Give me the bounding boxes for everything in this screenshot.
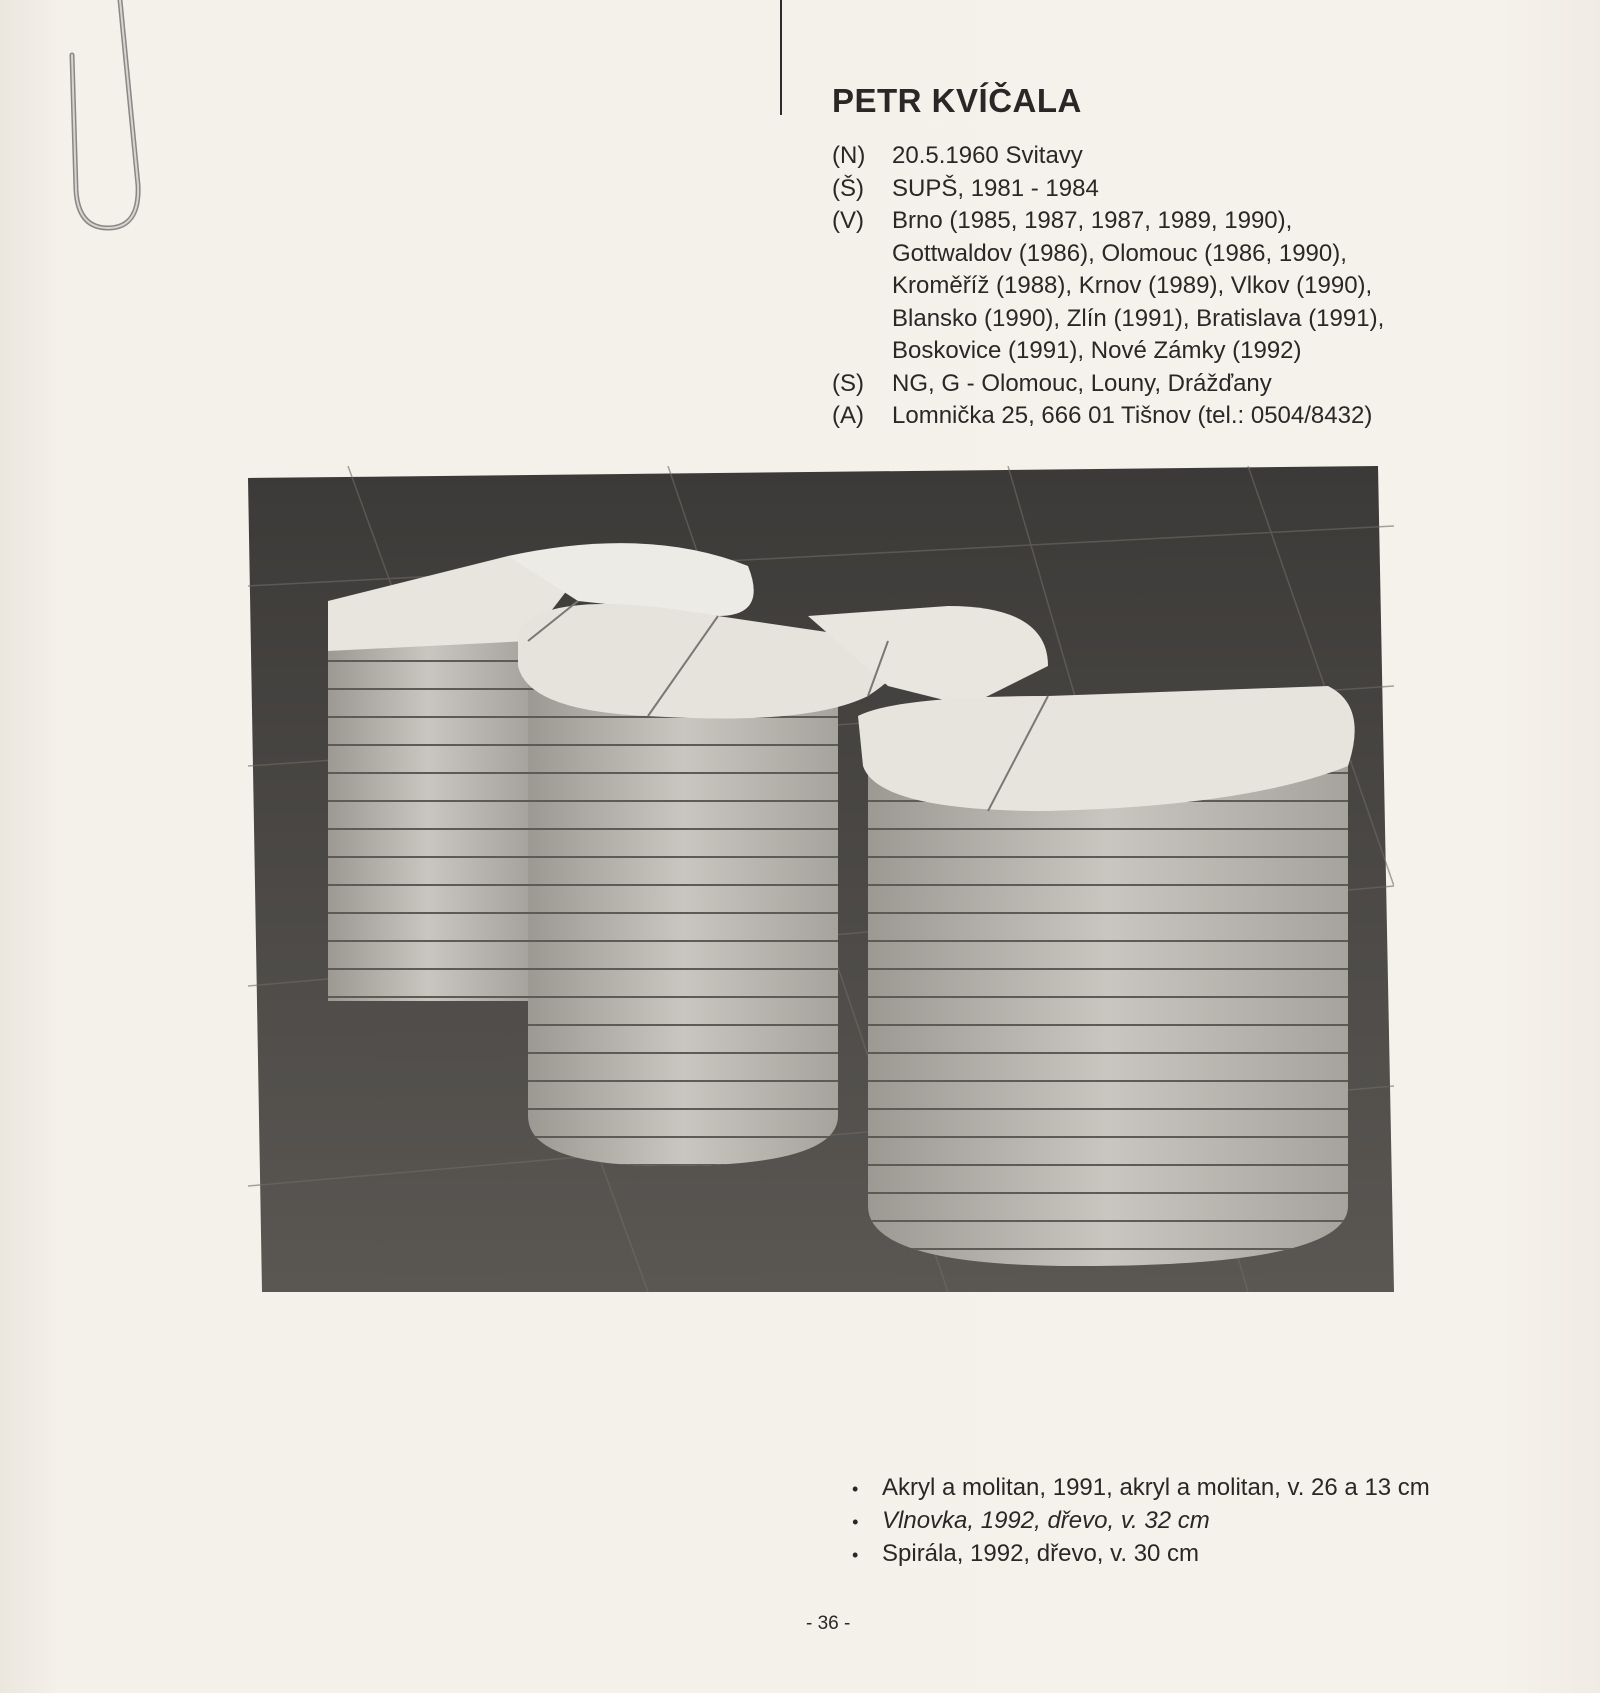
bio-line: Blansko (1990), Zlín (1991), Bratislava (1991), xyxy=(892,304,1385,332)
work-item xyxy=(852,1538,1430,1571)
bio-row-birth xyxy=(832,140,1532,173)
bio-row-address xyxy=(832,400,1532,433)
work-item xyxy=(852,1472,1430,1505)
bio-line: Kroměříž (1988), Krnov (1989), Vlkov (1990), xyxy=(892,272,1373,299)
bullet-icon: • xyxy=(852,1512,859,1532)
bio-code: (S) xyxy=(832,369,864,397)
column-divider xyxy=(780,0,782,115)
works-list xyxy=(852,1472,1430,1571)
bio-code: (N) xyxy=(832,142,866,169)
bio-text xyxy=(892,400,1532,433)
artist-name: PETR KVÍČALA xyxy=(832,82,1082,119)
bio-row-collections xyxy=(832,368,1532,401)
work-title: Spirála, 1992, dřevo, v. 30 cm xyxy=(882,1540,1200,1567)
bio-line: Brno (1985, 1987, 1987, 1989, 1990), xyxy=(892,207,1293,234)
work-title: Vlnovka, 1992, dřevo, v. 32 cm xyxy=(882,1507,1210,1534)
paper-clip-icon xyxy=(60,0,155,240)
bio-text xyxy=(892,368,1532,401)
bio-line: NG, G - Olomouc, Louny, Drážďany xyxy=(892,369,1272,397)
bio-line: Lomnička 25, 666 01 Tišnov (tel.: 0504/8432) xyxy=(892,402,1373,429)
bullet-icon: • xyxy=(852,1479,859,1499)
artwork-photo xyxy=(248,466,1394,1292)
bio-text xyxy=(892,140,1532,173)
bio-line: 20.5.1960 Svitavy xyxy=(892,142,1083,169)
bio-line: Gottwaldov (1986), Olomouc (1986, 1990), xyxy=(892,239,1347,267)
work-item xyxy=(852,1505,1430,1538)
sculpture-image xyxy=(248,466,1394,1292)
bio-code: (A) xyxy=(832,402,864,429)
bio-line: Boskovice (1991), Nové Zámky (1992) xyxy=(892,337,1302,364)
bio-text xyxy=(892,205,1532,368)
page-number: - 36 - xyxy=(806,1613,851,1634)
bullet-icon: • xyxy=(852,1545,859,1565)
bio-code: (V) xyxy=(832,207,864,234)
bio-row-school xyxy=(832,173,1532,206)
bio-line: SUPŠ, 1981 - 1984 xyxy=(892,174,1099,202)
bio-text xyxy=(892,173,1532,206)
bio-row-exhibitions xyxy=(832,205,1532,368)
artist-bio xyxy=(832,140,1532,433)
work-title: Akryl a molitan, 1991, akryl a molitan, v. 26 a 13 cm xyxy=(882,1474,1430,1501)
bio-code: (Š) xyxy=(832,174,864,202)
